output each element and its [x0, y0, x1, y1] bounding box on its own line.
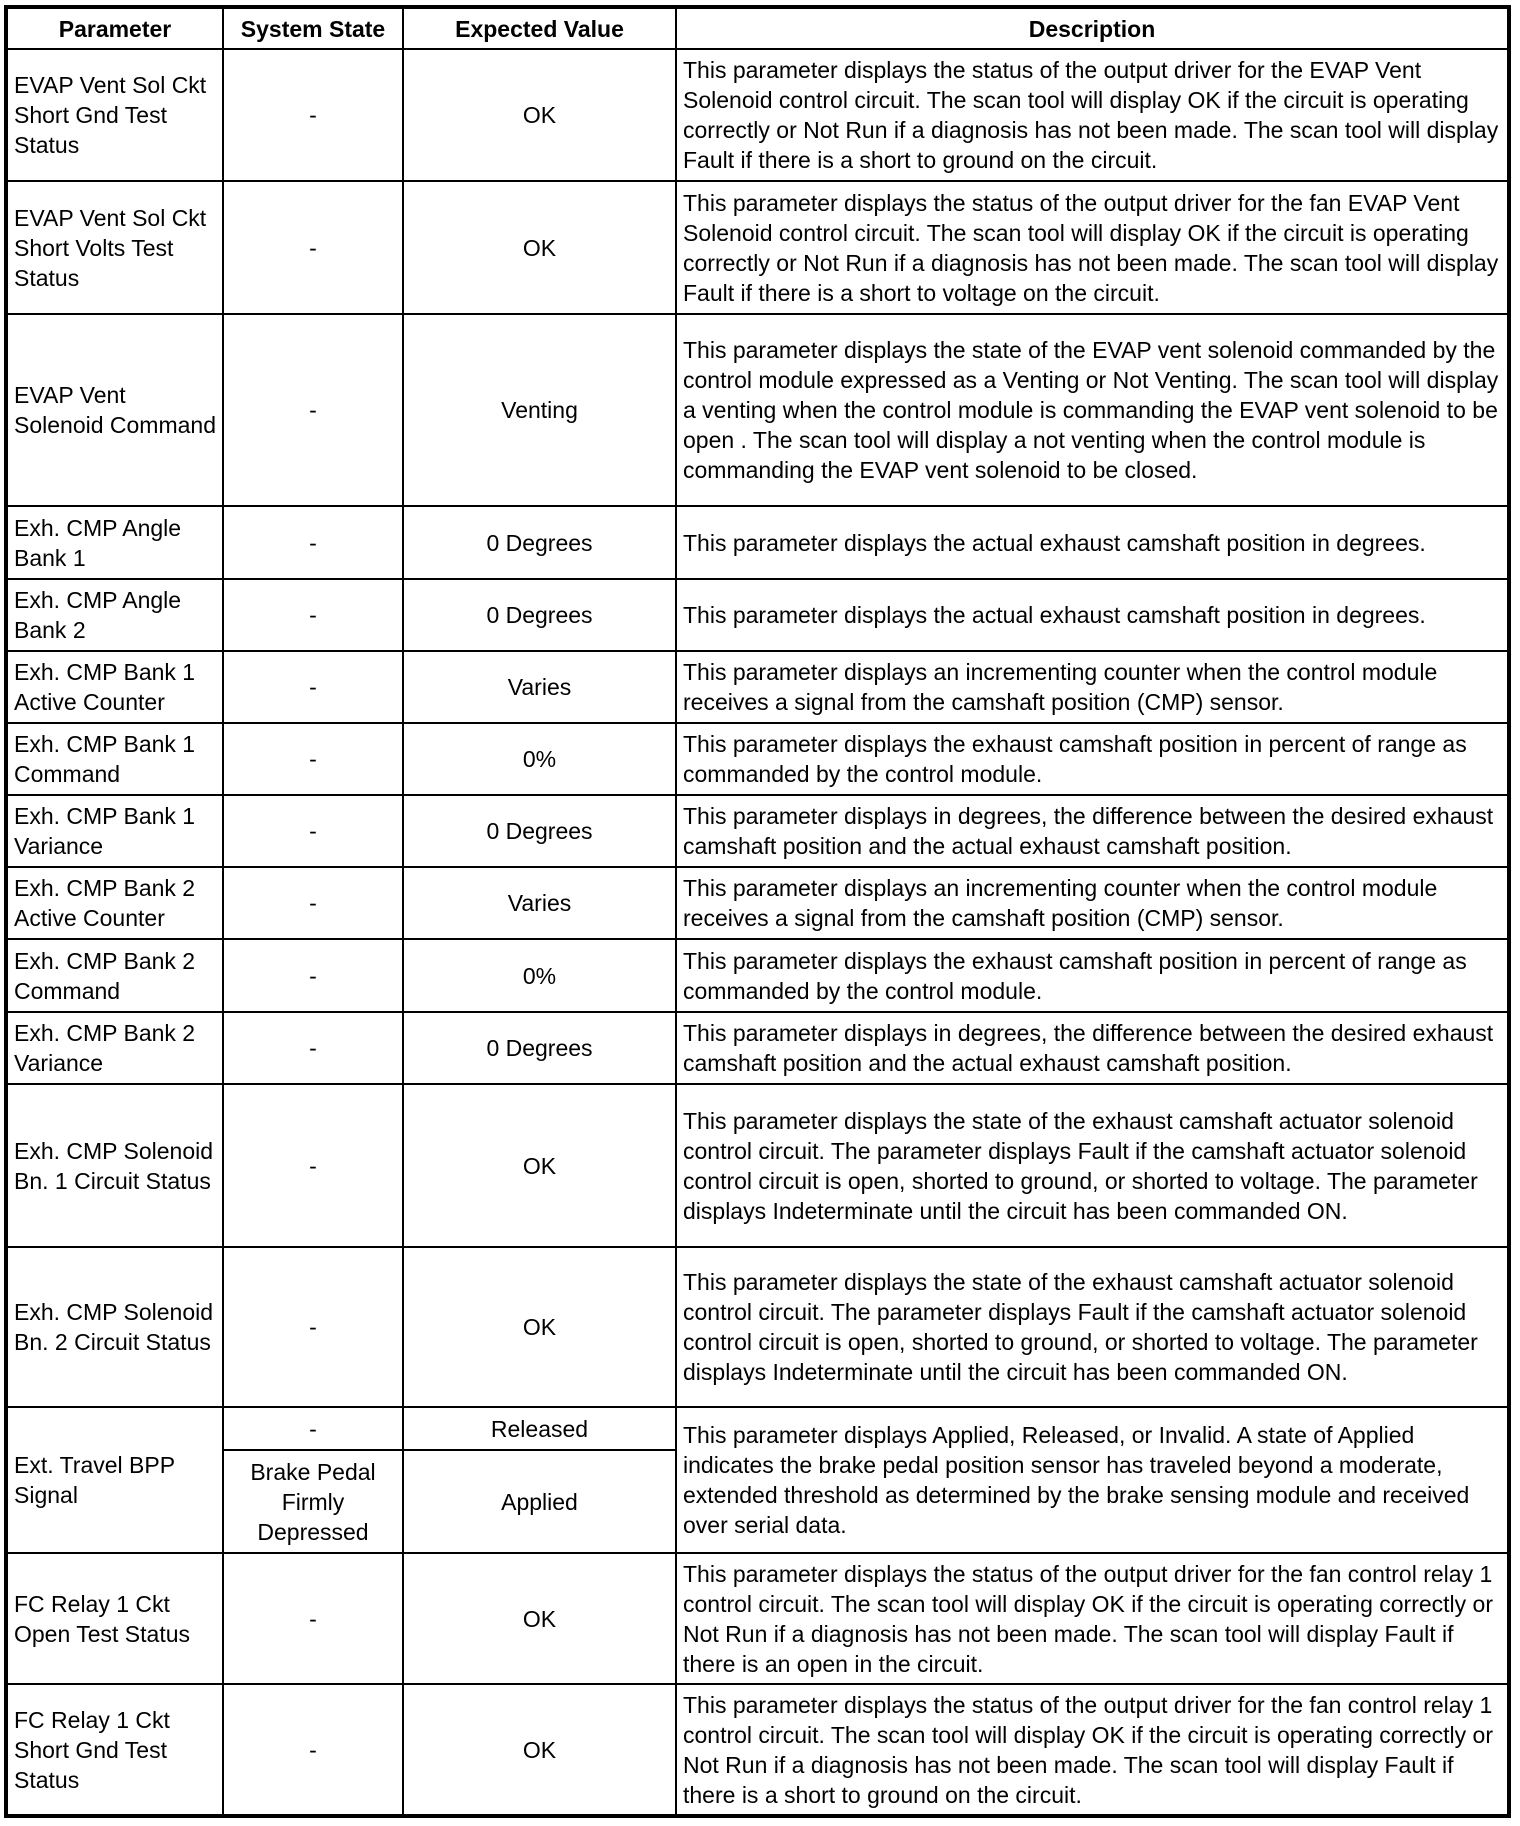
parameter-table: [4, 5, 1511, 1818]
description-cell: This parameter displays an incrementing counter when the control module receives a signal from the camshaft position (CMP) sensor.: [676, 651, 1509, 723]
system-state-cell: -: [223, 506, 403, 579]
system-state-cell: -: [223, 1684, 403, 1816]
description-cell: This parameter displays the state of the exhaust camshaft actuator solenoid control circuit. The parameter displays Fault if the camshaft actuator solenoid control circuit is open, shorted to ground, or shorted to voltage. The parameter displays Indeterminate until the circuit has been commanded ON.: [676, 1247, 1509, 1407]
system-state-cell: -: [223, 1012, 403, 1084]
table-row: [6, 1553, 1509, 1684]
description-cell: This parameter displays the status of the output driver for the fan control relay 1 control circuit. The scan tool will display OK if the circuit is operating correctly or Not Run if a diagnosis has not been made. The scan tool will display Fault if there is a short to ground on the circuit.: [676, 1684, 1509, 1816]
table-row: [6, 939, 1509, 1012]
system-state-cell: -: [223, 314, 403, 506]
expected-value-cell: Varies: [403, 867, 676, 939]
expected-value-cell: Released: [403, 1407, 676, 1450]
description-cell: This parameter displays the state of the exhaust camshaft actuator solenoid control circuit. The parameter displays Fault if the camshaft actuator solenoid control circuit is open, shorted to ground, or shorted to voltage. The parameter displays Indeterminate until the circuit has been commanded ON.: [676, 1084, 1509, 1247]
expected-value-cell: OK: [403, 1684, 676, 1816]
parameter-cell: Exh. CMP Bank 1 Variance: [6, 795, 223, 867]
expected-value-cell: 0 Degrees: [403, 506, 676, 579]
system-state-cell: -: [223, 49, 403, 181]
expected-value-cell: OK: [403, 181, 676, 314]
parameter-cell: EVAP Vent Solenoid Command: [6, 314, 223, 506]
description-cell: This parameter displays the exhaust camshaft position in percent of range as commanded by the control module.: [676, 939, 1509, 1012]
parameter-cell: Exh. CMP Bank 2 Active Counter: [6, 867, 223, 939]
system-state-cell: -: [223, 579, 403, 651]
description-cell: This parameter displays the state of the EVAP vent solenoid commanded by the control module expressed as a Venting or Not Venting. The scan tool will display a venting when the control module is commanding the EVAP vent solenoid to be open . The scan tool will display a not venting when the control module is commanding the EVAP vent solenoid to be closed.: [676, 314, 1509, 506]
description-cell: This parameter displays the exhaust camshaft position in percent of range as commanded by the control module.: [676, 723, 1509, 795]
description-cell: This parameter displays an incrementing counter when the control module receives a signal from the camshaft position (CMP) sensor.: [676, 867, 1509, 939]
header-parameter: Parameter: [6, 7, 223, 49]
system-state-cell: -: [223, 1553, 403, 1684]
parameter-cell: EVAP Vent Sol Ckt Short Volts Test Status: [6, 181, 223, 314]
table-row: [6, 1407, 1509, 1450]
parameter-cell: Exh. CMP Bank 1 Command: [6, 723, 223, 795]
parameter-cell: Exh. CMP Angle Bank 1: [6, 506, 223, 579]
system-state-cell: -: [223, 181, 403, 314]
system-state-cell: -: [223, 867, 403, 939]
table-row: [6, 1012, 1509, 1084]
expected-value-cell: Applied: [403, 1450, 676, 1553]
system-state-cell: -: [223, 1084, 403, 1247]
table-row: [6, 867, 1509, 939]
description-cell: This parameter displays the status of the output driver for the fan EVAP Vent Solenoid control circuit. The scan tool will display OK if the circuit is operating correctly or Not Run if a diagnosis has not been made. The scan tool will display Fault if there is a short to voltage on the circuit.: [676, 181, 1509, 314]
header-description: Description: [676, 7, 1509, 49]
system-state-cell: Brake Pedal Firmly Depressed: [223, 1450, 403, 1553]
parameter-cell: Exh. CMP Angle Bank 2: [6, 579, 223, 651]
parameter-cell: Exh. CMP Solenoid Bn. 1 Circuit Status: [6, 1084, 223, 1247]
expected-value-cell: OK: [403, 1247, 676, 1407]
expected-value-cell: 0 Degrees: [403, 795, 676, 867]
table-row: [6, 1084, 1509, 1247]
table-row: [6, 49, 1509, 181]
description-cell: This parameter displays the status of the output driver for the EVAP Vent Solenoid control circuit. The scan tool will display OK if the circuit is operating correctly or Not Run if a diagnosis has not been made. The scan tool will display Fault if there is a short to ground on the circuit.: [676, 49, 1509, 181]
expected-value-cell: OK: [403, 49, 676, 181]
expected-value-cell: 0%: [403, 939, 676, 1012]
description-cell: This parameter displays in degrees, the difference between the desired exhaust camshaft position and the actual exhaust camshaft position.: [676, 1012, 1509, 1084]
header-system-state: System State: [223, 7, 403, 49]
table-row: [6, 506, 1509, 579]
description-cell: This parameter displays the actual exhaust camshaft position in degrees.: [676, 506, 1509, 579]
parameter-cell: Exh. CMP Solenoid Bn. 2 Circuit Status: [6, 1247, 223, 1407]
parameter-cell: Ext. Travel BPP Signal: [6, 1407, 223, 1553]
expected-value-cell: OK: [403, 1084, 676, 1247]
table-row: [6, 651, 1509, 723]
expected-value-cell: Venting: [403, 314, 676, 506]
parameter-cell: EVAP Vent Sol Ckt Short Gnd Test Status: [6, 49, 223, 181]
system-state-cell: -: [223, 795, 403, 867]
description-cell: This parameter displays the actual exhaust camshaft position in degrees.: [676, 579, 1509, 651]
description-cell: This parameter displays the status of the output driver for the fan control relay 1 control circuit. The scan tool will display OK if the circuit is operating correctly or Not Run if a diagnosis has not been made. The scan tool will display Fault if there is an open in the circuit.: [676, 1553, 1509, 1684]
parameter-cell: FC Relay 1 Ckt Short Gnd Test Status: [6, 1684, 223, 1816]
system-state-cell: -: [223, 1247, 403, 1407]
table-row: [6, 1247, 1509, 1407]
parameter-cell: Exh. CMP Bank 1 Active Counter: [6, 651, 223, 723]
parameter-cell: Exh. CMP Bank 2 Variance: [6, 1012, 223, 1084]
system-state-cell: -: [223, 939, 403, 1012]
parameter-cell: FC Relay 1 Ckt Open Test Status: [6, 1553, 223, 1684]
system-state-cell: -: [223, 1407, 403, 1450]
table-row: [6, 314, 1509, 506]
expected-value-cell: OK: [403, 1553, 676, 1684]
description-cell: This parameter displays Applied, Released, or Invalid. A state of Applied indicates the brake pedal position sensor has traveled beyond a moderate, extended threshold as determined by the brake sensing module and received over serial data.: [676, 1407, 1509, 1553]
expected-value-cell: 0 Degrees: [403, 579, 676, 651]
table-row: [6, 181, 1509, 314]
expected-value-cell: Varies: [403, 651, 676, 723]
system-state-cell: -: [223, 723, 403, 795]
table-row: [6, 723, 1509, 795]
table-row: [6, 795, 1509, 867]
table-header-row: [6, 7, 1509, 49]
table-row: [6, 1684, 1509, 1816]
expected-value-cell: 0%: [403, 723, 676, 795]
parameter-cell: Exh. CMP Bank 2 Command: [6, 939, 223, 1012]
description-cell: This parameter displays in degrees, the difference between the desired exhaust camshaft position and the actual exhaust camshaft position.: [676, 795, 1509, 867]
header-expected-value: Expected Value: [403, 7, 676, 49]
expected-value-cell: 0 Degrees: [403, 1012, 676, 1084]
system-state-cell: -: [223, 651, 403, 723]
table-row: [6, 579, 1509, 651]
